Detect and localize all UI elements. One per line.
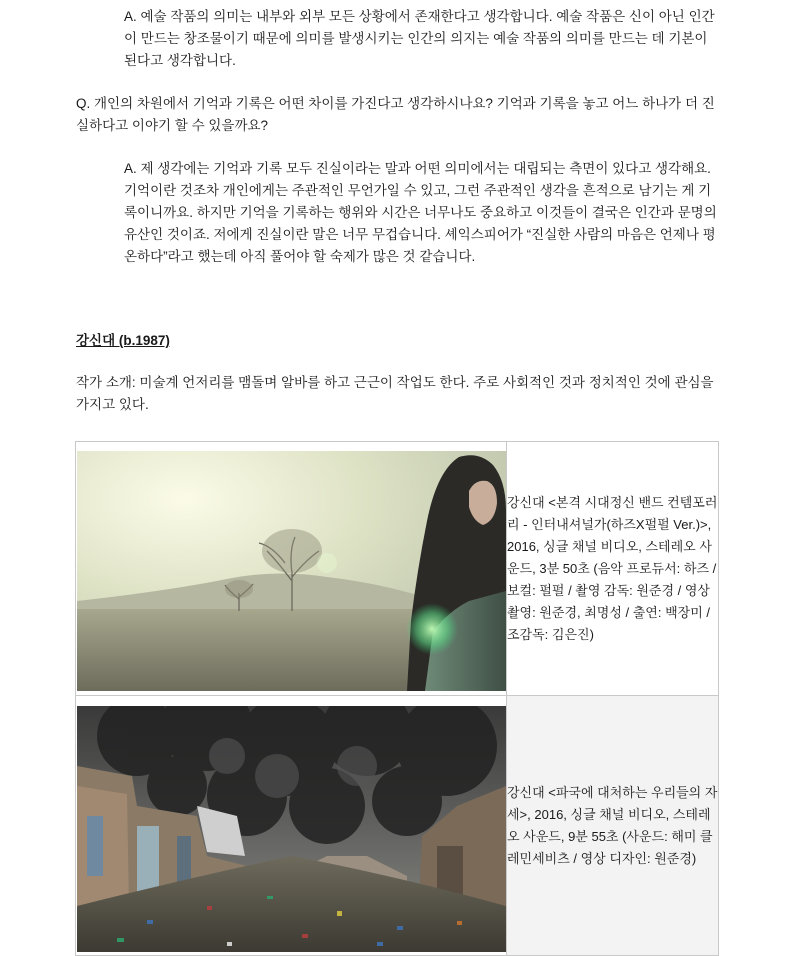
work-caption: 강신대 <본격 시대정신 밴드 컨템포러리 - 인터내셔널가(하즈X펄펄 Ver.)>, 2016, 싱글 채널 비디오, 스테레오 사운드, 3분 50초 (음악 프로듀서: 하즈 / 보컬: 펄펄 / 촬영 감독: 원준경 / 영상 촬영: 원준경, 최명성 / 출연: 백장미 / 조감독: 김은진) bbox=[507, 442, 719, 696]
work-row bbox=[76, 442, 719, 696]
artist-intro: 작가 소개: 미술계 언저리를 맴돌며 알바를 하고 근근이 작업도 한다. 주로 사회적인 것과 정치적인 것에 관심을 가지고 있다. bbox=[76, 375, 714, 412]
work-image-cell bbox=[76, 442, 507, 696]
interview-answer-1: A. 예술 작품의 의미는 내부와 외부 모든 상황에서 존재한다고 생각합니다. 예술 작품은 신이 아닌 인간이 만드는 창조물이기 때문에 의미를 발생시키는 인간의 의지는 예술 작품의 의미를 만드는 데 기본이 된다고 생각합니다. bbox=[124, 9, 715, 68]
work-row bbox=[76, 696, 719, 956]
video-still-image bbox=[77, 451, 506, 691]
interview-question-2: Q. 개인의 차원에서 기억과 기록은 어떤 차이를 가진다고 생각하시나요? 기억과 기록을 놓고 어느 하나가 더 진실하다고 이야기 할 수 있을까요? bbox=[76, 96, 715, 133]
artist-heading: 강신대 (b.1987) bbox=[76, 333, 170, 348]
work-caption: 강신대 <파국에 대처하는 우리들의 자세>, 2016, 싱글 채널 비디오, 스테레오 사운드, 9분 55초 (사운드: 해미 클레민세비츠 / 영상 디자인: 원준경) bbox=[507, 696, 719, 956]
works-table bbox=[75, 441, 719, 956]
interview-answer-2: A. 제 생각에는 기억과 기록 모두 진실이라는 말과 어떤 의미에서는 대립되는 측면이 있다고 생각해요. 기억이란 것조차 개인에게는 주관적인 무언가일 수 있고, 그런 주관적인 생각을 흔적으로 남기는 게 기록이니까요. 하지만 기억을 기록하는 행위와 시간은 너무나도 중요하고 이것들이 결국은 인간과 문명의 유산인 것이죠. 저에게 진실이란 말은 너무 무겁습니다. 셰익스피어가 “진실한 사람의 마음은 언제나 평온하다”라고 했는데 아직 풀어야 할 숙제가 많은 것 같습니다. bbox=[124, 161, 717, 264]
work-image-cell bbox=[76, 696, 507, 956]
video-still-image bbox=[77, 706, 506, 952]
